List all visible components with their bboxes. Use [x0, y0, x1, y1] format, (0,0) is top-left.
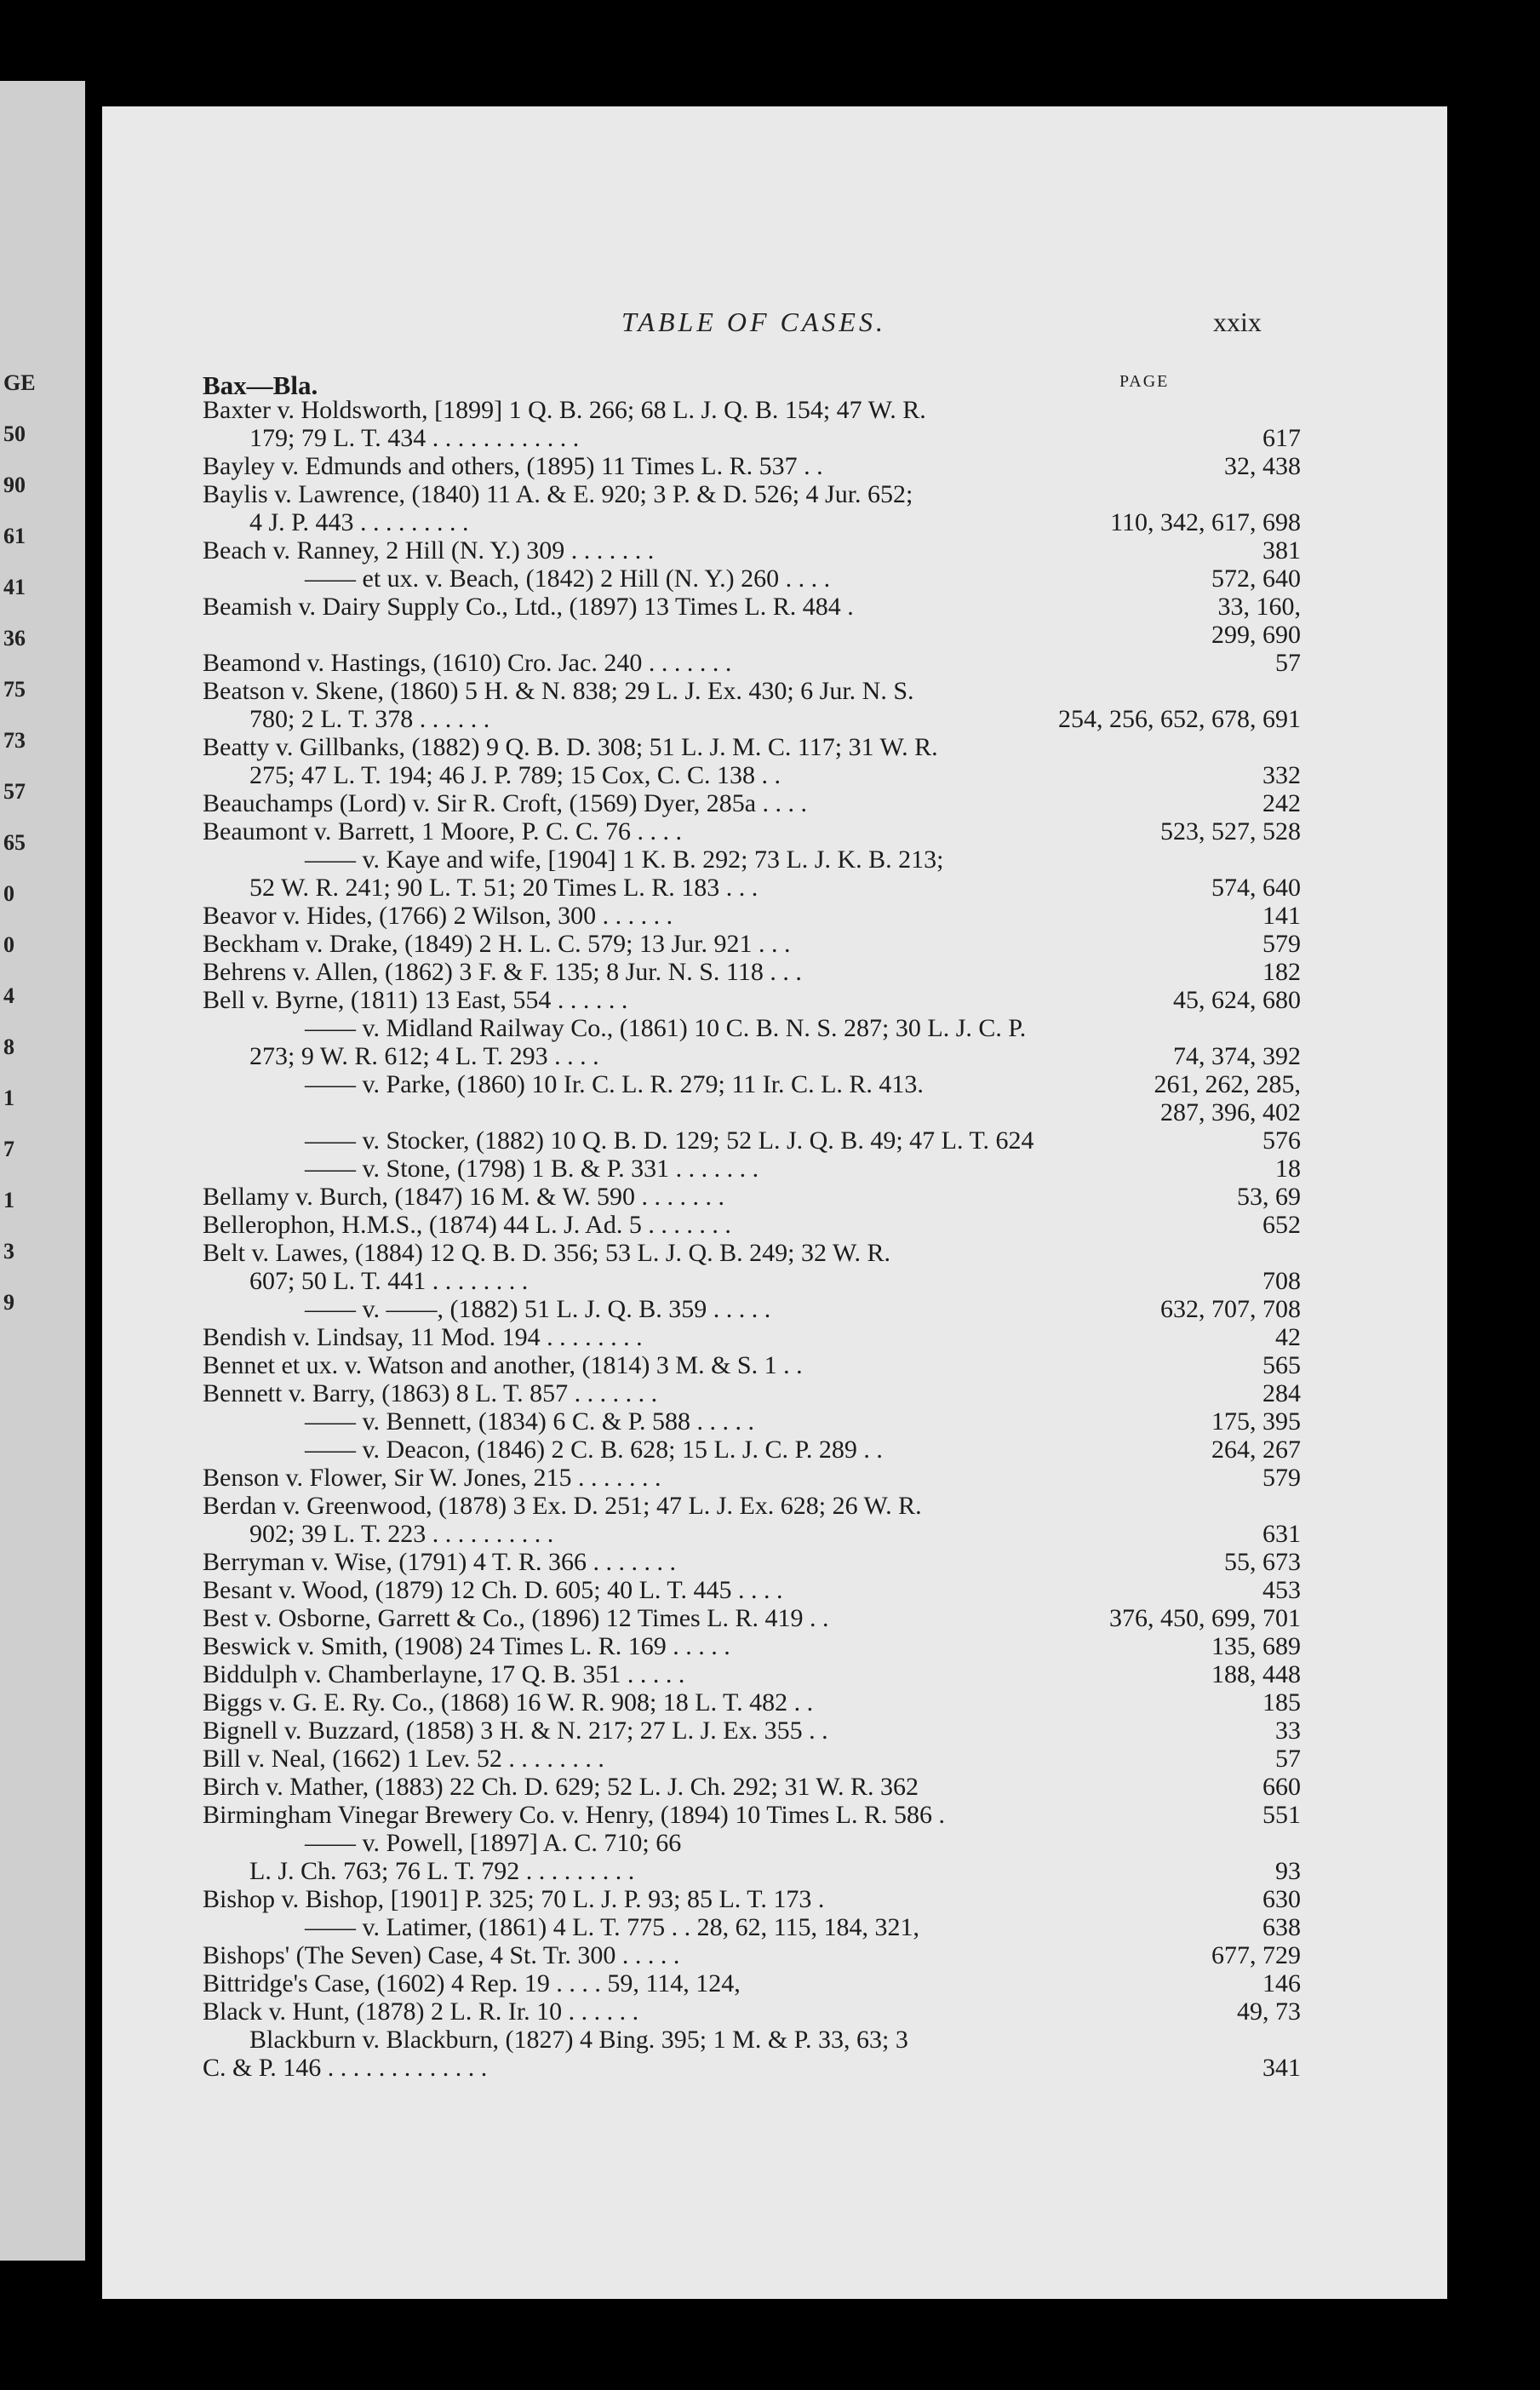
case-entry: [203, 677, 1301, 705]
case-pages: 264, 267: [1211, 1436, 1301, 1464]
case-citation: Biggs v. G. E. Ry. Co., (1868) 16 W. R. 908; 18 L. T. 482 . .: [203, 1688, 814, 1717]
page-column-label: PAGE: [1119, 372, 1170, 391]
section-range: Bax—Bla.: [203, 370, 318, 400]
case-entry: [203, 958, 1301, 986]
case-citation: Behrens v. Allen, (1862) 3 F. & F. 135; 8 Jur. N. S. 118 . . .: [203, 958, 802, 986]
case-citation: Blackburn v. Blackburn, (1827) 4 Bing. 395; 1 M. & P. 33, 63; 3: [249, 2026, 908, 2054]
case-citation: 273; 9 W. R. 612; 4 L. T. 293 . . . .: [249, 1042, 599, 1070]
case-entry: [203, 1155, 1301, 1183]
case-entry: [203, 480, 1301, 508]
case-pages: 254, 256, 652, 678, 691: [1058, 705, 1301, 733]
sliver-fragment: 57: [3, 779, 26, 804]
sliver-fragment: 1: [3, 1188, 14, 1212]
case-entry: [203, 1239, 1301, 1267]
case-entry: [203, 1885, 1301, 1913]
case-citation: C. & P. 146 . . . . . . . . . . . . .: [203, 2054, 488, 2082]
case-pages: 57: [1275, 649, 1301, 677]
sliver-fragment: 7: [3, 1137, 14, 1161]
case-entry: [203, 1267, 1301, 1295]
case-entry: [203, 1548, 1301, 1576]
case-list: [203, 396, 1301, 2082]
sliver-fragment: 0: [3, 881, 14, 906]
case-entry: [203, 621, 1301, 649]
case-citation: Beauchamps (Lord) v. Sir R. Croft, (1569) Dyer, 285a . . . .: [203, 789, 808, 817]
case-citation: 275; 47 L. T. 194; 46 J. P. 789; 15 Cox, C. C. 138 . .: [249, 761, 781, 789]
sliver-fragment: 9: [3, 1290, 14, 1315]
case-citation: Beckham v. Drake, (1849) 2 H. L. C. 579; 13 Jur. 921 . . .: [203, 930, 791, 958]
case-pages: 57: [1275, 1745, 1301, 1773]
case-pages: 110, 342, 617, 698: [1110, 508, 1301, 536]
case-entry: [203, 1857, 1301, 1885]
case-entry: [203, 986, 1301, 1014]
case-entry: [203, 1520, 1301, 1548]
case-entry: [203, 1379, 1301, 1407]
sliver-fragment: 1: [3, 1086, 14, 1110]
sliver-fragment: 90: [3, 473, 26, 497]
case-entry: [203, 1688, 1301, 1717]
case-citation: Biddulph v. Chamberlayne, 17 Q. B. 351 . . . . .: [203, 1660, 685, 1688]
case-citation: Best v. Osborne, Garrett & Co., (1896) 12 Times L. R. 419 . .: [203, 1604, 829, 1632]
case-citation: Berryman v. Wise, (1791) 4 T. R. 366 . . . . . . .: [203, 1548, 676, 1576]
case-citation: Birch v. Mather, (1883) 22 Ch. D. 629; 52 L. J. Ch. 292; 31 W. R. 362: [203, 1773, 919, 1801]
case-pages: 617: [1262, 424, 1301, 452]
case-pages: 576: [1262, 1126, 1301, 1155]
case-pages: 55, 673: [1224, 1548, 1301, 1576]
case-entry: [203, 1295, 1301, 1323]
case-entry: [203, 817, 1301, 845]
case-pages: 49, 73: [1237, 1997, 1301, 2026]
case-citation: 52 W. R. 241; 90 L. T. 51; 20 Times L. R. 183 . . .: [249, 874, 759, 902]
case-entry: [203, 452, 1301, 480]
case-entry: [203, 1126, 1301, 1155]
case-entry: [203, 1941, 1301, 1969]
case-pages: 652: [1262, 1211, 1301, 1239]
case-pages: 182: [1262, 958, 1301, 986]
sliver-fragment: 0: [3, 932, 14, 957]
case-entry: [203, 874, 1301, 902]
case-pages: 242: [1262, 789, 1301, 817]
case-entry: [203, 761, 1301, 789]
case-entry: [203, 508, 1301, 536]
case-pages: 381: [1262, 536, 1301, 565]
case-pages: 185: [1262, 1688, 1301, 1717]
case-entry: [203, 1829, 1301, 1857]
case-pages: 708: [1262, 1267, 1301, 1295]
case-citation: Bittridge's Case, (1602) 4 Rep. 19 . . . . 59, 114, 124,: [203, 1969, 741, 1997]
case-citation: Bignell v. Buzzard, (1858) 3 H. & N. 217; 27 L. J. Ex. 355 . .: [203, 1717, 828, 1745]
case-entry: [203, 1070, 1301, 1098]
case-entry: [203, 1660, 1301, 1688]
case-pages: 93: [1275, 1857, 1301, 1885]
case-citation: Birmingham Vinegar Brewery Co. v. Henry, (1894) 10 Times L. R. 586 .: [203, 1801, 946, 1829]
case-pages: 45, 624, 680: [1173, 986, 1301, 1014]
case-citation: Beamond v. Hastings, (1610) Cro. Jac. 240 . . . . . . .: [203, 649, 732, 677]
book-page: [102, 106, 1447, 2299]
case-citation: Beamish v. Dairy Supply Co., Ltd., (1897) 13 Times L. R. 484 .: [203, 593, 854, 621]
case-citation: —— v. Stocker, (1882) 10 Q. B. D. 129; 52 L. J. Q. B. 49; 47 L. T. 624: [305, 1126, 1034, 1155]
case-entry: [203, 1042, 1301, 1070]
case-citation: Beatson v. Skene, (1860) 5 H. & N. 838; 29 L. J. Ex. 430; 6 Jur. N. S.: [203, 677, 914, 705]
case-entry: [203, 424, 1301, 452]
case-pages: 660: [1262, 1773, 1301, 1801]
sliver-fragment: 75: [3, 677, 26, 702]
case-pages: 638: [1262, 1913, 1301, 1941]
case-pages: 631: [1262, 1520, 1301, 1548]
case-pages: 579: [1262, 1464, 1301, 1492]
case-entry: [203, 1913, 1301, 1941]
case-entry: [203, 705, 1301, 733]
case-pages: 146: [1262, 1969, 1301, 1997]
case-entry: [203, 789, 1301, 817]
case-entry: [203, 1632, 1301, 1660]
case-pages: 141: [1262, 902, 1301, 930]
case-entry: [203, 396, 1301, 424]
case-entry: [203, 1183, 1301, 1211]
case-entry: [203, 565, 1301, 593]
case-entry: [203, 1492, 1301, 1520]
running-head: TABLE OF CASES.: [621, 307, 886, 337]
case-citation: —— v. Bennett, (1834) 6 C. & P. 588 . . . . .: [305, 1407, 755, 1436]
case-citation: —— v. ——, (1882) 51 L. J. Q. B. 359 . . . . .: [305, 1295, 771, 1323]
case-pages: 453: [1262, 1576, 1301, 1604]
sliver-fragment: 41: [3, 575, 26, 599]
case-pages: 523, 527, 528: [1160, 817, 1301, 845]
case-citation: —— v. Latimer, (1861) 4 L. T. 775 . . 28, 62, 115, 184, 321,: [305, 1913, 920, 1941]
sliver-fragment: 8: [3, 1035, 14, 1059]
case-entry: [203, 930, 1301, 958]
case-citation: Besant v. Wood, (1879) 12 Ch. D. 605; 40 L. T. 445 . . . .: [203, 1576, 783, 1604]
case-pages: 33, 160,: [1217, 593, 1301, 621]
case-citation: 780; 2 L. T. 378 . . . . . .: [249, 705, 490, 733]
sliver-fragment: GE: [3, 370, 36, 395]
case-citation: Bill v. Neal, (1662) 1 Lev. 52 . . . . . . . .: [203, 1745, 604, 1773]
case-entry: [203, 845, 1301, 874]
case-citation: Benson v. Flower, Sir W. Jones, 215 . . . . . . .: [203, 1464, 661, 1492]
case-entry: [203, 1098, 1301, 1126]
case-citation: —— et ux. v. Beach, (1842) 2 Hill (N. Y.) 260 . . . .: [305, 565, 831, 593]
sliver-fragment: 36: [3, 626, 26, 651]
case-citation: —— v. Kaye and wife, [1904] 1 K. B. 292; 73 L. J. K. B. 213;: [305, 845, 944, 874]
case-citation: L. J. Ch. 763; 76 L. T. 792 . . . . . . . . .: [249, 1857, 635, 1885]
case-entry: [203, 1576, 1301, 1604]
case-citation: Baxter v. Holdsworth, [1899] 1 Q. B. 266; 68 L. J. Q. B. 154; 47 W. R.: [203, 396, 926, 424]
case-entry: [203, 593, 1301, 621]
adjacent-page-sliver: [0, 81, 85, 2261]
case-pages: 18: [1275, 1155, 1301, 1183]
case-citation: Beavor v. Hides, (1766) 2 Wilson, 300 . . . . . .: [203, 902, 673, 930]
case-pages: 565: [1262, 1351, 1301, 1379]
case-pages: 32, 438: [1224, 452, 1301, 480]
case-pages: 632, 707, 708: [1160, 1295, 1301, 1323]
case-citation: Bellerophon, H.M.S., (1874) 44 L. J. Ad. 5 . . . . . . .: [203, 1211, 731, 1239]
case-citation: —— v. Stone, (1798) 1 B. & P. 331 . . . . . . .: [305, 1155, 759, 1183]
sliver-fragment: 50: [3, 421, 26, 446]
case-citation: 607; 50 L. T. 441 . . . . . . . .: [249, 1267, 529, 1295]
sliver-fragment: 61: [3, 524, 26, 548]
case-citation: Bell v. Byrne, (1811) 13 East, 554 . . . . . .: [203, 986, 628, 1014]
case-pages: 287, 396, 402: [1160, 1098, 1301, 1126]
case-pages: 42: [1275, 1323, 1301, 1351]
case-pages: 574, 640: [1211, 874, 1301, 902]
case-entry: [203, 1773, 1301, 1801]
case-pages: 630: [1262, 1885, 1301, 1913]
case-pages: 188, 448: [1211, 1660, 1301, 1688]
case-pages: 551: [1262, 1801, 1301, 1829]
case-entry: [203, 1717, 1301, 1745]
case-entry: [203, 1801, 1301, 1829]
case-pages: 74, 374, 392: [1173, 1042, 1301, 1070]
case-entry: [203, 2054, 1301, 2082]
case-pages: 376, 450, 699, 701: [1109, 1604, 1301, 1632]
case-entry: [203, 1969, 1301, 1997]
case-pages: 135, 689: [1211, 1632, 1301, 1660]
case-entry: [203, 1014, 1301, 1042]
case-citation: Bayley v. Edmunds and others, (1895) 11 Times L. R. 537 . .: [203, 452, 823, 480]
case-entry: [203, 1745, 1301, 1773]
case-entry: [203, 1436, 1301, 1464]
case-pages: 332: [1262, 761, 1301, 789]
case-pages: 579: [1262, 930, 1301, 958]
case-pages: 284: [1262, 1379, 1301, 1407]
case-pages: 33: [1275, 1717, 1301, 1745]
case-pages: 677, 729: [1211, 1941, 1301, 1969]
case-entry: [203, 1323, 1301, 1351]
case-citation: Baylis v. Lawrence, (1840) 11 A. & E. 920; 3 P. & D. 526; 4 Jur. 652;: [203, 480, 913, 508]
case-citation: —— v. Powell, [1897] A. C. 710; 66: [305, 1829, 682, 1857]
case-pages: 261, 262, 285,: [1154, 1070, 1301, 1098]
case-citation: Black v. Hunt, (1878) 2 L. R. Ir. 10 . . . . . .: [203, 1997, 639, 2026]
case-entry: [203, 536, 1301, 565]
case-citation: Beach v. Ranney, 2 Hill (N. Y.) 309 . . . . . . .: [203, 536, 655, 565]
case-pages: 572, 640: [1211, 565, 1301, 593]
case-citation: Beaumont v. Barrett, 1 Moore, P. C. C. 76 . . . .: [203, 817, 683, 845]
case-entry: [203, 1211, 1301, 1239]
case-citation: Bennet et ux. v. Watson and another, (1814) 3 M. & S. 1 . .: [203, 1351, 803, 1379]
case-citation: Bellamy v. Burch, (1847) 16 M. & W. 590 . . . . . . .: [203, 1183, 725, 1211]
case-entry: [203, 733, 1301, 761]
sliver-fragment: 73: [3, 728, 26, 753]
sliver-fragment: 3: [3, 1239, 14, 1264]
case-citation: 902; 39 L. T. 223 . . . . . . . . . .: [249, 1520, 554, 1548]
case-pages: 53, 69: [1237, 1183, 1301, 1211]
case-entry: [203, 1464, 1301, 1492]
case-pages: 299, 690: [1211, 621, 1301, 649]
case-citation: Bennett v. Barry, (1863) 8 L. T. 857 . . . . . . .: [203, 1379, 658, 1407]
case-pages: 175, 395: [1211, 1407, 1301, 1436]
case-citation: 4 J. P. 443 . . . . . . . . .: [249, 508, 469, 536]
case-citation: Berdan v. Greenwood, (1878) 3 Ex. D. 251; 47 L. J. Ex. 628; 26 W. R.: [203, 1492, 922, 1520]
case-entry: [203, 649, 1301, 677]
sliver-fragment: 65: [3, 830, 26, 855]
case-citation: —— v. Parke, (1860) 10 Ir. C. L. R. 279; 11 Ir. C. L. R. 413.: [305, 1070, 924, 1098]
case-citation: Bishops' (The Seven) Case, 4 St. Tr. 300 . . . . .: [203, 1941, 680, 1969]
case-citation: —— v. Midland Railway Co., (1861) 10 C. B. N. S. 287; 30 L. J. C. P.: [305, 1014, 1027, 1042]
sliver-fragment: 4: [3, 983, 14, 1008]
case-citation: Belt v. Lawes, (1884) 12 Q. B. D. 356; 53 L. J. Q. B. 249; 32 W. R.: [203, 1239, 891, 1267]
page-number: xxix: [1213, 307, 1262, 337]
case-pages: 341: [1262, 2054, 1301, 2082]
case-citation: Bendish v. Lindsay, 11 Mod. 194 . . . . . . . .: [203, 1323, 643, 1351]
case-citation: Beswick v. Smith, (1908) 24 Times L. R. 169 . . . . .: [203, 1632, 730, 1660]
case-entry: [203, 2026, 1301, 2054]
case-entry: [203, 902, 1301, 930]
case-citation: Beatty v. Gillbanks, (1882) 9 Q. B. D. 308; 51 L. J. M. C. 117; 31 W. R.: [203, 733, 938, 761]
case-entry: [203, 1604, 1301, 1632]
case-entry: [203, 1997, 1301, 2026]
case-entry: [203, 1407, 1301, 1436]
case-citation: Bishop v. Bishop, [1901] P. 325; 70 L. J. P. 93; 85 L. T. 173 .: [203, 1885, 825, 1913]
case-citation: 179; 79 L. T. 434 . . . . . . . . . . . .: [249, 424, 580, 452]
case-entry: [203, 1351, 1301, 1379]
case-citation: —— v. Deacon, (1846) 2 C. B. 628; 15 L. J. C. P. 289 . .: [305, 1436, 883, 1464]
